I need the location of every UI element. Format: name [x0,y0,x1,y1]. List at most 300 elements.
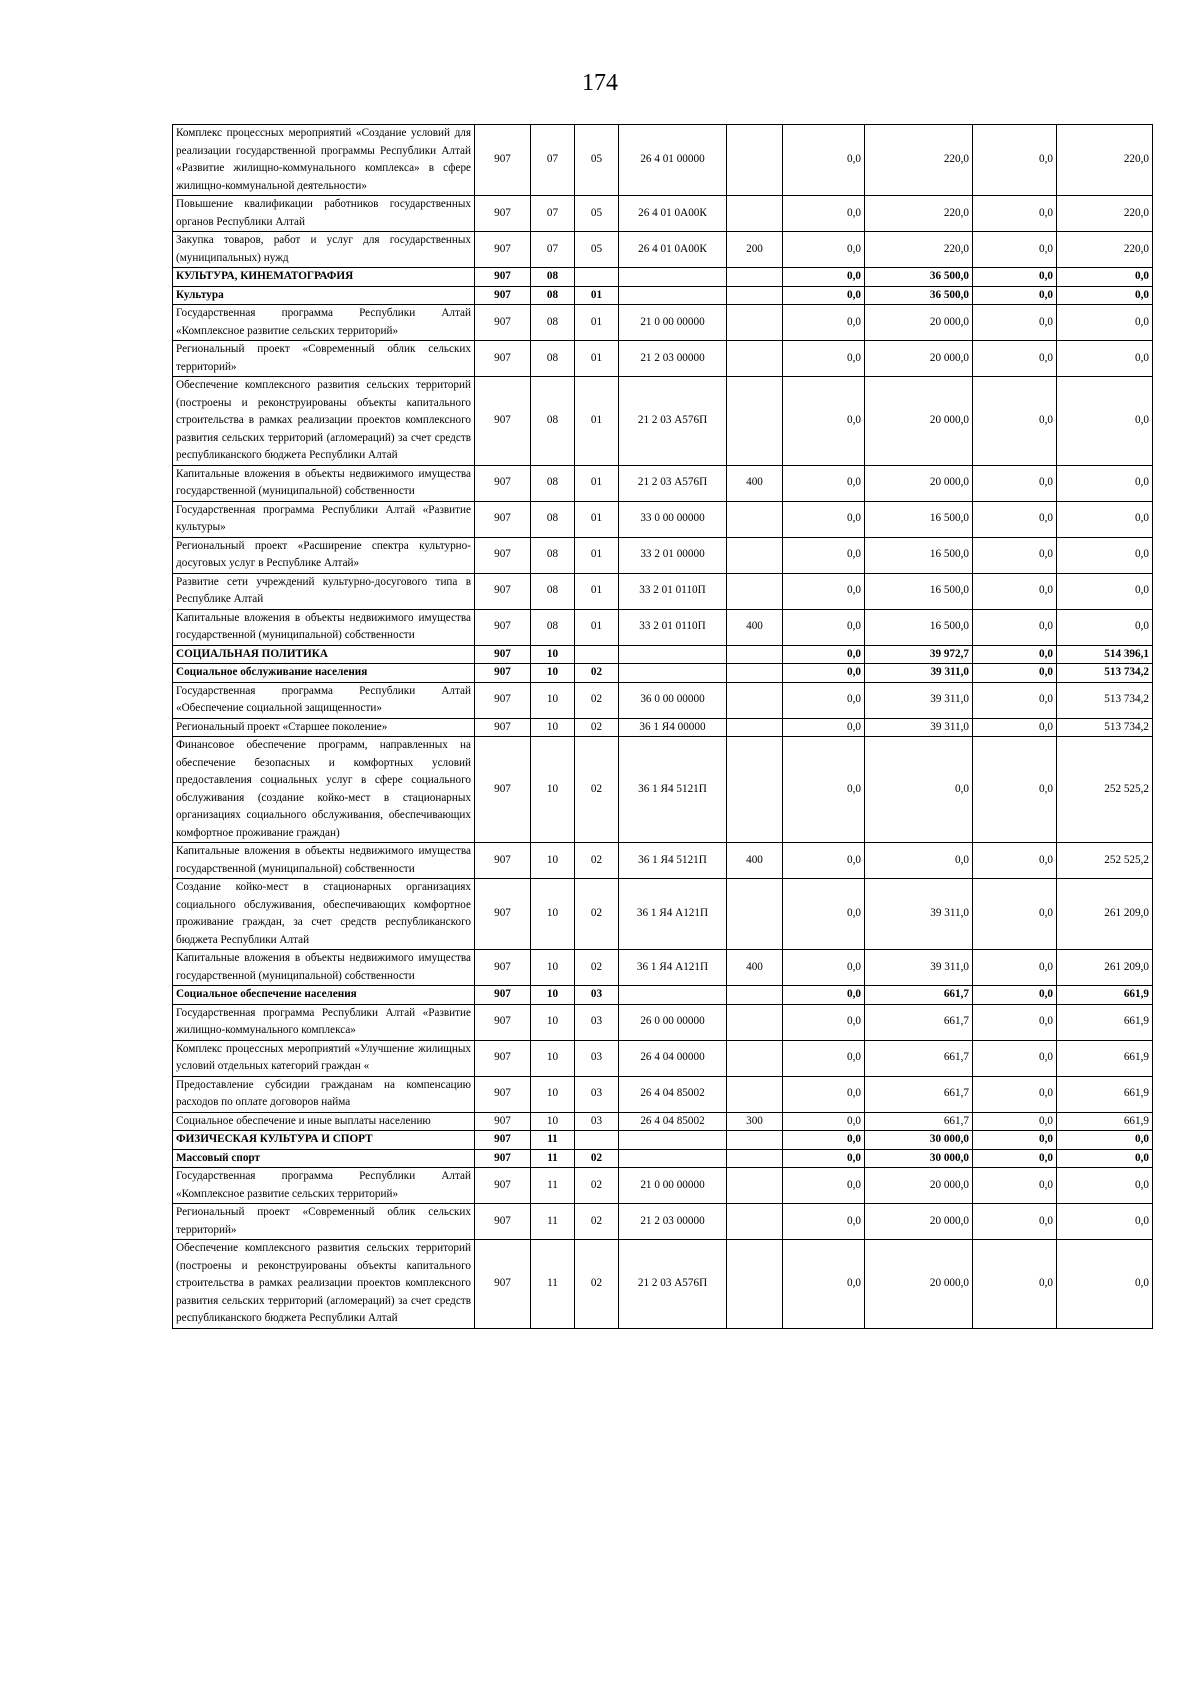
cell-expense-type [727,879,783,950]
cell-section: 10 [531,986,575,1005]
cell-grbs: 907 [475,573,531,609]
cell-name: Обеспечение комплексного развития сельских территорий (построены и реконструированы объекты капитального строительства в рамках реализации проектов комплексного развития сельских территорий (агломераций) за счет средств республиканского бюджета Республики Алтай [173,1240,475,1329]
cell-amount-3: 0,0 [973,609,1057,645]
cell-grbs: 907 [475,1204,531,1240]
cell-amount-1: 0,0 [783,1204,865,1240]
cell-name: Региональный проект «Современный облик сельских территорий» [173,341,475,377]
cell-target-article: 21 2 03 А576П [619,465,727,501]
cell-subsection: 05 [575,196,619,232]
cell-target-article: 36 1 Я4 5121П [619,843,727,879]
cell-amount-2: 661,7 [865,1112,973,1131]
cell-amount-4: 0,0 [1057,1204,1153,1240]
cell-expense-type [727,1131,783,1150]
cell-amount-2: 20 000,0 [865,305,973,341]
cell-name: Региональный проект «Современный облик сельских территорий» [173,1204,475,1240]
cell-target-article: 26 4 01 00000 [619,125,727,196]
cell-target-article: 21 2 03 А576П [619,377,727,466]
cell-section: 10 [531,843,575,879]
cell-amount-1: 0,0 [783,1112,865,1131]
cell-grbs: 907 [475,1131,531,1150]
cell-amount-2: 20 000,0 [865,1168,973,1204]
cell-section: 11 [531,1149,575,1168]
table-row [173,1004,1153,1040]
cell-amount-4: 0,0 [1057,268,1153,287]
cell-amount-1: 0,0 [783,268,865,287]
cell-expense-type [727,1004,783,1040]
cell-subsection: 03 [575,1004,619,1040]
cell-expense-type [727,1076,783,1112]
cell-amount-1: 0,0 [783,645,865,664]
cell-subsection: 02 [575,1168,619,1204]
cell-subsection: 03 [575,1040,619,1076]
cell-amount-2: 220,0 [865,125,973,196]
table-row [173,1112,1153,1131]
cell-amount-4: 261 209,0 [1057,879,1153,950]
cell-subsection: 02 [575,879,619,950]
cell-amount-1: 0,0 [783,1168,865,1204]
cell-amount-4: 220,0 [1057,232,1153,268]
cell-target-article: 21 0 00 00000 [619,305,727,341]
cell-grbs: 907 [475,501,531,537]
cell-amount-3: 0,0 [973,879,1057,950]
cell-subsection: 02 [575,843,619,879]
cell-target-article: 21 2 03 00000 [619,341,727,377]
cell-section: 10 [531,664,575,683]
cell-section: 10 [531,645,575,664]
cell-expense-type: 400 [727,609,783,645]
cell-section: 10 [531,718,575,737]
cell-amount-3: 0,0 [973,718,1057,737]
cell-amount-3: 0,0 [973,645,1057,664]
cell-subsection: 02 [575,737,619,843]
cell-amount-2: 661,7 [865,986,973,1005]
cell-name: КУЛЬТУРА, КИНЕМАТОГРАФИЯ [173,268,475,287]
cell-amount-1: 0,0 [783,986,865,1005]
cell-amount-2: 30 000,0 [865,1131,973,1150]
cell-section: 07 [531,232,575,268]
cell-amount-2: 16 500,0 [865,537,973,573]
cell-section: 10 [531,1112,575,1131]
cell-subsection: 01 [575,573,619,609]
table-row [173,609,1153,645]
cell-expense-type [727,1204,783,1240]
cell-grbs: 907 [475,879,531,950]
cell-amount-4: 0,0 [1057,1149,1153,1168]
cell-amount-1: 0,0 [783,950,865,986]
cell-target-article: 21 2 03 00000 [619,1204,727,1240]
cell-section: 11 [531,1240,575,1329]
cell-grbs: 907 [475,341,531,377]
cell-amount-1: 0,0 [783,664,865,683]
cell-name: Социальное обеспечение и иные выплаты населению [173,1112,475,1131]
cell-grbs: 907 [475,196,531,232]
cell-target-article: 26 4 04 00000 [619,1040,727,1076]
cell-amount-2: 220,0 [865,196,973,232]
cell-grbs: 907 [475,286,531,305]
cell-name: Государственная программа Республики Алтай «Комплексное развитие сельских территорий» [173,1168,475,1204]
cell-expense-type [727,341,783,377]
cell-subsection: 01 [575,341,619,377]
cell-target-article: 36 1 Я4 А121П [619,879,727,950]
cell-amount-4: 252 525,2 [1057,737,1153,843]
cell-amount-4: 220,0 [1057,196,1153,232]
cell-section: 10 [531,682,575,718]
cell-expense-type [727,986,783,1005]
cell-target-article: 33 2 01 0110П [619,573,727,609]
cell-amount-1: 0,0 [783,843,865,879]
cell-name: Создание койко-мест в стационарных организациях социального обслуживания, обеспечивающих комфортное проживание граждан, за счет средств республиканского бюджета Республики Алтай [173,879,475,950]
cell-subsection: 01 [575,305,619,341]
cell-amount-2: 39 311,0 [865,718,973,737]
cell-name: Государственная программа Республики Алтай «Развитие жилищно-коммунального комплекса» [173,1004,475,1040]
cell-amount-4: 661,9 [1057,986,1153,1005]
cell-amount-1: 0,0 [783,879,865,950]
table-row [173,1204,1153,1240]
cell-expense-type: 300 [727,1112,783,1131]
cell-amount-1: 0,0 [783,305,865,341]
table-row [173,232,1153,268]
cell-amount-3: 0,0 [973,843,1057,879]
table-row [173,286,1153,305]
cell-amount-4: 261 209,0 [1057,950,1153,986]
cell-amount-4: 0,0 [1057,1168,1153,1204]
table-row [173,196,1153,232]
cell-subsection: 02 [575,950,619,986]
cell-grbs: 907 [475,1149,531,1168]
cell-name: Развитие сети учреждений культурно-досугового типа в Республике Алтай [173,573,475,609]
cell-target-article: 33 2 01 00000 [619,537,727,573]
cell-amount-1: 0,0 [783,341,865,377]
table-row [173,986,1153,1005]
cell-target-article [619,286,727,305]
cell-grbs: 907 [475,537,531,573]
cell-amount-1: 0,0 [783,286,865,305]
cell-amount-1: 0,0 [783,125,865,196]
cell-amount-4: 0,0 [1057,573,1153,609]
cell-amount-4: 0,0 [1057,1240,1153,1329]
cell-subsection: 01 [575,537,619,573]
cell-amount-1: 0,0 [783,718,865,737]
cell-expense-type [727,286,783,305]
cell-subsection: 02 [575,664,619,683]
cell-amount-3: 0,0 [973,664,1057,683]
cell-grbs: 907 [475,1112,531,1131]
cell-expense-type [727,1168,783,1204]
cell-expense-type [727,501,783,537]
cell-grbs: 907 [475,718,531,737]
cell-target-article [619,986,727,1005]
table-row [173,682,1153,718]
cell-amount-4: 0,0 [1057,341,1153,377]
cell-grbs: 907 [475,1240,531,1329]
cell-name: ФИЗИЧЕСКАЯ КУЛЬТУРА И СПОРТ [173,1131,475,1150]
cell-section: 08 [531,537,575,573]
cell-subsection: 01 [575,286,619,305]
cell-section: 10 [531,1076,575,1112]
cell-expense-type [727,125,783,196]
cell-amount-4: 0,0 [1057,305,1153,341]
cell-grbs: 907 [475,232,531,268]
table-row [173,125,1153,196]
cell-target-article [619,645,727,664]
cell-amount-1: 0,0 [783,682,865,718]
cell-target-article [619,1131,727,1150]
cell-section: 10 [531,1004,575,1040]
cell-name: СОЦИАЛЬНАЯ ПОЛИТИКА [173,645,475,664]
cell-grbs: 907 [475,843,531,879]
table-row [173,1168,1153,1204]
cell-section: 10 [531,737,575,843]
cell-name: Региональный проект «Старшее поколение» [173,718,475,737]
table-row [173,843,1153,879]
table-row [173,950,1153,986]
cell-grbs: 907 [475,664,531,683]
cell-amount-1: 0,0 [783,537,865,573]
cell-amount-4: 661,9 [1057,1076,1153,1112]
cell-grbs: 907 [475,465,531,501]
cell-grbs: 907 [475,1004,531,1040]
cell-subsection [575,1131,619,1150]
cell-section: 08 [531,268,575,287]
cell-amount-1: 0,0 [783,1240,865,1329]
table-row [173,879,1153,950]
cell-grbs: 907 [475,682,531,718]
cell-name: Социальное обеспечение населения [173,986,475,1005]
cell-expense-type [727,1149,783,1168]
cell-amount-1: 0,0 [783,609,865,645]
cell-subsection: 02 [575,1240,619,1329]
cell-amount-1: 0,0 [783,1040,865,1076]
cell-amount-3: 0,0 [973,1004,1057,1040]
cell-amount-2: 661,7 [865,1040,973,1076]
cell-target-article [619,268,727,287]
cell-name: Капитальные вложения в объекты недвижимого имущества государственной (муниципальной) собственности [173,950,475,986]
cell-expense-type [727,737,783,843]
cell-amount-1: 0,0 [783,1131,865,1150]
cell-section: 07 [531,196,575,232]
cell-amount-4: 513 734,2 [1057,718,1153,737]
cell-grbs: 907 [475,1040,531,1076]
cell-name: Социальное обслуживание населения [173,664,475,683]
cell-expense-type: 400 [727,950,783,986]
table-row [173,377,1153,466]
cell-amount-3: 0,0 [973,268,1057,287]
cell-section: 08 [531,501,575,537]
cell-amount-4: 0,0 [1057,501,1153,537]
cell-subsection: 05 [575,125,619,196]
table-row [173,501,1153,537]
cell-name: Государственная программа Республики Алтай «Развитие культуры» [173,501,475,537]
cell-amount-2: 20 000,0 [865,377,973,466]
cell-amount-4: 513 734,2 [1057,664,1153,683]
cell-grbs: 907 [475,1168,531,1204]
cell-amount-4: 661,9 [1057,1040,1153,1076]
cell-amount-3: 0,0 [973,682,1057,718]
cell-section: 08 [531,377,575,466]
table-row [173,645,1153,664]
cell-amount-2: 39 311,0 [865,950,973,986]
cell-amount-1: 0,0 [783,1004,865,1040]
cell-name: Предоставление субсидии гражданам на компенсацию расходов по оплате договоров найма [173,1076,475,1112]
cell-target-article: 33 0 00 00000 [619,501,727,537]
cell-subsection: 01 [575,377,619,466]
cell-amount-3: 0,0 [973,501,1057,537]
cell-amount-4: 0,0 [1057,286,1153,305]
cell-amount-3: 0,0 [973,377,1057,466]
cell-amount-4: 661,9 [1057,1004,1153,1040]
cell-amount-2: 36 500,0 [865,286,973,305]
cell-amount-3: 0,0 [973,341,1057,377]
cell-subsection: 03 [575,1112,619,1131]
cell-target-article: 26 0 00 00000 [619,1004,727,1040]
cell-amount-4: 0,0 [1057,377,1153,466]
cell-amount-1: 0,0 [783,1149,865,1168]
cell-subsection: 01 [575,465,619,501]
table-row [173,1131,1153,1150]
cell-amount-3: 0,0 [973,465,1057,501]
table-row [173,1240,1153,1329]
cell-amount-2: 30 000,0 [865,1149,973,1168]
cell-amount-3: 0,0 [973,1040,1057,1076]
cell-expense-type [727,664,783,683]
cell-amount-3: 0,0 [973,305,1057,341]
cell-name: Капитальные вложения в объекты недвижимого имущества государственной (муниципальной) собственности [173,465,475,501]
cell-amount-2: 20 000,0 [865,341,973,377]
cell-amount-3: 0,0 [973,1076,1057,1112]
cell-name: Капитальные вложения в объекты недвижимого имущества государственной (муниципальной) собственности [173,843,475,879]
cell-name: Закупка товаров, работ и услуг для государственных (муниципальных) нужд [173,232,475,268]
cell-subsection [575,268,619,287]
table-row [173,305,1153,341]
cell-name: Региональный проект «Расширение спектра культурно-досуговых услуг в Республике Алтай» [173,537,475,573]
cell-name: Обеспечение комплексного развития сельских территорий (построены и реконструированы объекты капитального строительства в рамках реализации проектов комплексного развития сельских территорий (агломераций) за счет средств республиканского бюджета Республики Алтай [173,377,475,466]
cell-amount-2: 0,0 [865,737,973,843]
cell-subsection: 03 [575,986,619,1005]
table-row [173,268,1153,287]
cell-section: 11 [531,1168,575,1204]
cell-expense-type [727,718,783,737]
table-row [173,537,1153,573]
cell-amount-3: 0,0 [973,1131,1057,1150]
cell-name: Повышение квалификации работников государственных органов Республики Алтай [173,196,475,232]
cell-target-article: 36 1 Я4 00000 [619,718,727,737]
cell-amount-2: 16 500,0 [865,573,973,609]
cell-target-article: 36 0 00 00000 [619,682,727,718]
cell-amount-2: 39 972,7 [865,645,973,664]
cell-amount-2: 0,0 [865,843,973,879]
cell-section: 08 [531,286,575,305]
cell-amount-3: 0,0 [973,196,1057,232]
cell-amount-2: 20 000,0 [865,1204,973,1240]
cell-grbs: 907 [475,305,531,341]
cell-section: 08 [531,573,575,609]
cell-target-article: 26 4 01 0А00К [619,232,727,268]
cell-amount-2: 39 311,0 [865,664,973,683]
cell-expense-type [727,305,783,341]
cell-name: Капитальные вложения в объекты недвижимого имущества государственной (муниципальной) собственности [173,609,475,645]
cell-amount-1: 0,0 [783,737,865,843]
cell-amount-4: 0,0 [1057,609,1153,645]
cell-amount-4: 514 396,1 [1057,645,1153,664]
cell-amount-4: 252 525,2 [1057,843,1153,879]
budget-table-body [173,125,1153,1329]
cell-subsection: 02 [575,718,619,737]
cell-target-article: 21 2 03 А576П [619,1240,727,1329]
cell-target-article: 33 2 01 0110П [619,609,727,645]
cell-name: Государственная программа Республики Алтай «Обеспечение социальной защищенности» [173,682,475,718]
cell-amount-1: 0,0 [783,501,865,537]
cell-expense-type: 400 [727,465,783,501]
cell-amount-1: 0,0 [783,196,865,232]
cell-target-article: 26 4 04 85002 [619,1112,727,1131]
table-row [173,1149,1153,1168]
cell-section: 08 [531,305,575,341]
cell-amount-3: 0,0 [973,573,1057,609]
cell-target-article: 26 4 04 85002 [619,1076,727,1112]
cell-name: Комплекс процессных мероприятий «Улучшение жилищных условий отдельных категорий граждан « [173,1040,475,1076]
cell-amount-4: 0,0 [1057,537,1153,573]
cell-amount-4: 0,0 [1057,465,1153,501]
cell-amount-4: 513 734,2 [1057,682,1153,718]
cell-subsection [575,645,619,664]
cell-amount-2: 20 000,0 [865,1240,973,1329]
cell-section: 08 [531,341,575,377]
cell-target-article: 36 1 Я4 5121П [619,737,727,843]
cell-amount-2: 39 311,0 [865,682,973,718]
cell-section: 07 [531,125,575,196]
cell-amount-3: 0,0 [973,950,1057,986]
cell-amount-3: 0,0 [973,1204,1057,1240]
cell-expense-type [727,1040,783,1076]
cell-amount-3: 0,0 [973,737,1057,843]
cell-grbs: 907 [475,609,531,645]
page-number: 174 [582,70,618,96]
cell-expense-type [727,573,783,609]
cell-grbs: 907 [475,268,531,287]
cell-amount-3: 0,0 [973,125,1057,196]
cell-amount-4: 661,9 [1057,1112,1153,1131]
cell-expense-type: 200 [727,232,783,268]
cell-amount-3: 0,0 [973,1168,1057,1204]
cell-subsection: 05 [575,232,619,268]
table-row [173,341,1153,377]
cell-amount-2: 20 000,0 [865,465,973,501]
table-row [173,718,1153,737]
budget-table [172,124,1153,1329]
cell-amount-3: 0,0 [973,286,1057,305]
cell-grbs: 907 [475,737,531,843]
cell-amount-2: 16 500,0 [865,609,973,645]
cell-name: Финансовое обеспечение программ, направленных на обеспечение безопасных и комфортных условий предоставления социальных услуг в сфере социального обслуживания (создание койко-мест в стационарных организациях социального обслуживания, обеспечивающих комфортное проживание граждан) [173,737,475,843]
cell-name: Государственная программа Республики Алтай «Комплексное развитие сельских территорий» [173,305,475,341]
table-row [173,737,1153,843]
table-row [173,573,1153,609]
cell-expense-type [727,1240,783,1329]
cell-subsection: 02 [575,1149,619,1168]
cell-expense-type: 400 [727,843,783,879]
cell-amount-1: 0,0 [783,377,865,466]
cell-name: Культура [173,286,475,305]
cell-target-article [619,1149,727,1168]
cell-subsection: 03 [575,1076,619,1112]
cell-section: 10 [531,950,575,986]
cell-subsection: 02 [575,682,619,718]
cell-section: 11 [531,1131,575,1150]
cell-amount-1: 0,0 [783,232,865,268]
cell-amount-2: 661,7 [865,1004,973,1040]
cell-grbs: 907 [475,950,531,986]
cell-target-article: 21 0 00 00000 [619,1168,727,1204]
